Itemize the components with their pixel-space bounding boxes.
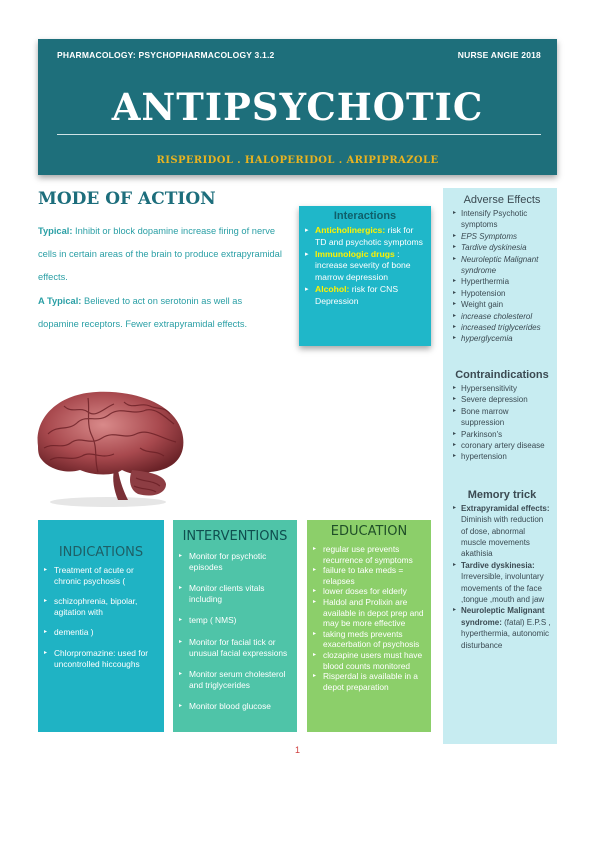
interventions-card <box>173 520 297 732</box>
list-item <box>453 254 551 277</box>
item-text: EPS Symptoms <box>461 231 518 241</box>
memory-trick-list <box>453 503 551 651</box>
item-text: increased triglycerides <box>461 323 541 333</box>
list-item <box>305 249 425 284</box>
list-item: ▸ hypertension <box>453 451 551 462</box>
item-text: : increase severity of bone marrow depression <box>315 248 411 283</box>
memory-trick-title: Memory trick <box>467 488 537 501</box>
item-text: risk for CNS Depression <box>315 283 399 306</box>
list-item: ▸ Treatment of acute or chronic psychosis ( <box>44 565 158 586</box>
list-item: ▸ Weight gain <box>453 299 551 310</box>
item-label: Tardive dyskinesia: <box>461 560 535 570</box>
item-label: Neuroleptic Malignant syndrome: <box>461 606 545 627</box>
atypical-label: A Typical: <box>38 295 82 306</box>
contraindications-list <box>453 383 551 463</box>
list-item: ▸ Bone marrow suppression <box>453 406 551 429</box>
list-item: ▸ dementia ) <box>44 627 158 638</box>
list-item: ▸ Hypotension <box>453 288 551 299</box>
item-text: risk for TD and psychotic symptoms <box>315 225 423 247</box>
item-label: Extrapyramidal effects: <box>461 503 550 513</box>
list-item: ▸ schizophrenia, bipolar, agitation with <box>44 596 158 617</box>
list-item <box>453 231 551 242</box>
list-item: ▸ Severe depression <box>453 394 551 405</box>
item-text: hyperglycemia <box>461 334 513 344</box>
adverse-effects-title: Adverse Effects <box>463 194 541 206</box>
item-label: Alcohol: <box>315 283 350 294</box>
brain-icon <box>28 384 188 509</box>
list-item: ▸ temp ( NMS) <box>179 615 291 626</box>
header-divider <box>57 134 541 135</box>
list-item: ▸ Hyperthermia <box>453 276 551 287</box>
education-title: EDUCATION <box>330 524 408 539</box>
mode-of-action-body <box>38 220 283 336</box>
course-label: PHARMACOLOGY: PSYCHOPHARMACOLOGY 3.1.2 <box>57 50 275 60</box>
right-sidebar <box>443 188 557 744</box>
list-item: ▸ Monitor blood glucose <box>179 701 291 712</box>
list-item <box>305 225 425 249</box>
page-title: ANTIPSYCHOTIC <box>111 85 484 129</box>
list-item: ▸ Hypersensitivity <box>453 383 551 394</box>
list-item <box>453 242 551 253</box>
item-text: Neuroleptic Malignant syndrome <box>461 254 539 276</box>
interactions-list <box>305 225 425 308</box>
list-item: ▸ Monitor clients vitals including <box>179 583 291 604</box>
item-text: Diminish with reduction of dose, abnormal muscle movements akathisia <box>461 515 544 559</box>
item-text: (fatal) E.P.S , hyperthermia, autonomic disturbance <box>461 617 551 650</box>
list-item: ▸ failure to take meds = relapses <box>313 565 425 586</box>
interactions-title: Interactions <box>333 210 397 222</box>
list-item: ▸ taking meds prevents exacerbation of psychosis <box>313 629 425 650</box>
item-text: Irreversible, involuntary movements of the face ,tongue ,mouth and jaw <box>461 572 545 604</box>
interventions-title: INTERVENTIONS <box>182 529 288 544</box>
list-item <box>453 503 551 560</box>
list-item: ▸ Risperdal is available in a depot preparation <box>313 671 425 692</box>
page-number: 1 <box>294 745 300 755</box>
list-item: ▸ Monitor for psychotic episodes <box>179 551 291 572</box>
list-item: ▸ Intensify Psychotic symptoms <box>453 208 551 231</box>
typical-label: Typical: <box>38 226 73 236</box>
indications-list <box>44 565 158 669</box>
drug-list: RISPERIDOL . HALOPERIDOL . ARIPIPRAZOLE <box>156 155 439 166</box>
list-item <box>453 560 551 606</box>
typical-text: Inhibit or block dopamine increase firing of nerve cells in certain areas of the brain to produce extrapyramidal effects. <box>38 226 282 283</box>
education-card <box>307 520 431 732</box>
contraindications-title: Contraindications <box>455 368 549 381</box>
item-text: increase cholesterol <box>461 311 533 321</box>
list-item: ▸ Monitor for facial tick or unusual facial expressions <box>179 637 291 658</box>
list-item: ▸ Monitor serum cholesterol and triglycerides <box>179 669 291 690</box>
list-item <box>305 284 425 308</box>
mode-of-action-title: MODE OF ACTION <box>38 189 216 209</box>
item-text: Tardive dyskinesia <box>461 243 527 253</box>
list-item: ▸ coronary artery disease <box>453 440 551 451</box>
list-item: ▸ Haldol and Prolixin are available in depot prep and may be more effective <box>313 597 425 629</box>
item-label: Immunologic drugs <box>315 248 395 259</box>
indications-card <box>38 520 164 732</box>
education-list <box>313 544 425 692</box>
list-item <box>453 605 551 651</box>
list-item <box>453 333 551 344</box>
list-item: ▸ clozapine users must have blood counts monitored <box>313 650 425 671</box>
list-item <box>453 311 551 322</box>
list-item <box>453 322 551 333</box>
interactions-box <box>299 206 431 346</box>
atypical-text: Believed to act on serotonin as well as dopamine receptors. Fewer extrapyramidal effects. <box>38 295 248 329</box>
item-label: Anticholinergics: <box>315 225 386 235</box>
indications-title: INDICATIONS <box>58 545 144 560</box>
list-item: ▸ Chlorpromazine: used for uncontrolled hiccoughs <box>44 648 158 669</box>
header-banner <box>38 39 557 175</box>
list-item: ▸ regular use prevents recurrence of symptoms <box>313 544 425 565</box>
adverse-effects-list <box>453 208 551 345</box>
author-label: NURSE ANGIE 2018 <box>457 50 541 60</box>
list-item: ▸ Parkinson's <box>453 429 551 440</box>
interventions-list <box>179 551 291 712</box>
list-item: ▸ lower doses for elderly <box>313 586 425 597</box>
